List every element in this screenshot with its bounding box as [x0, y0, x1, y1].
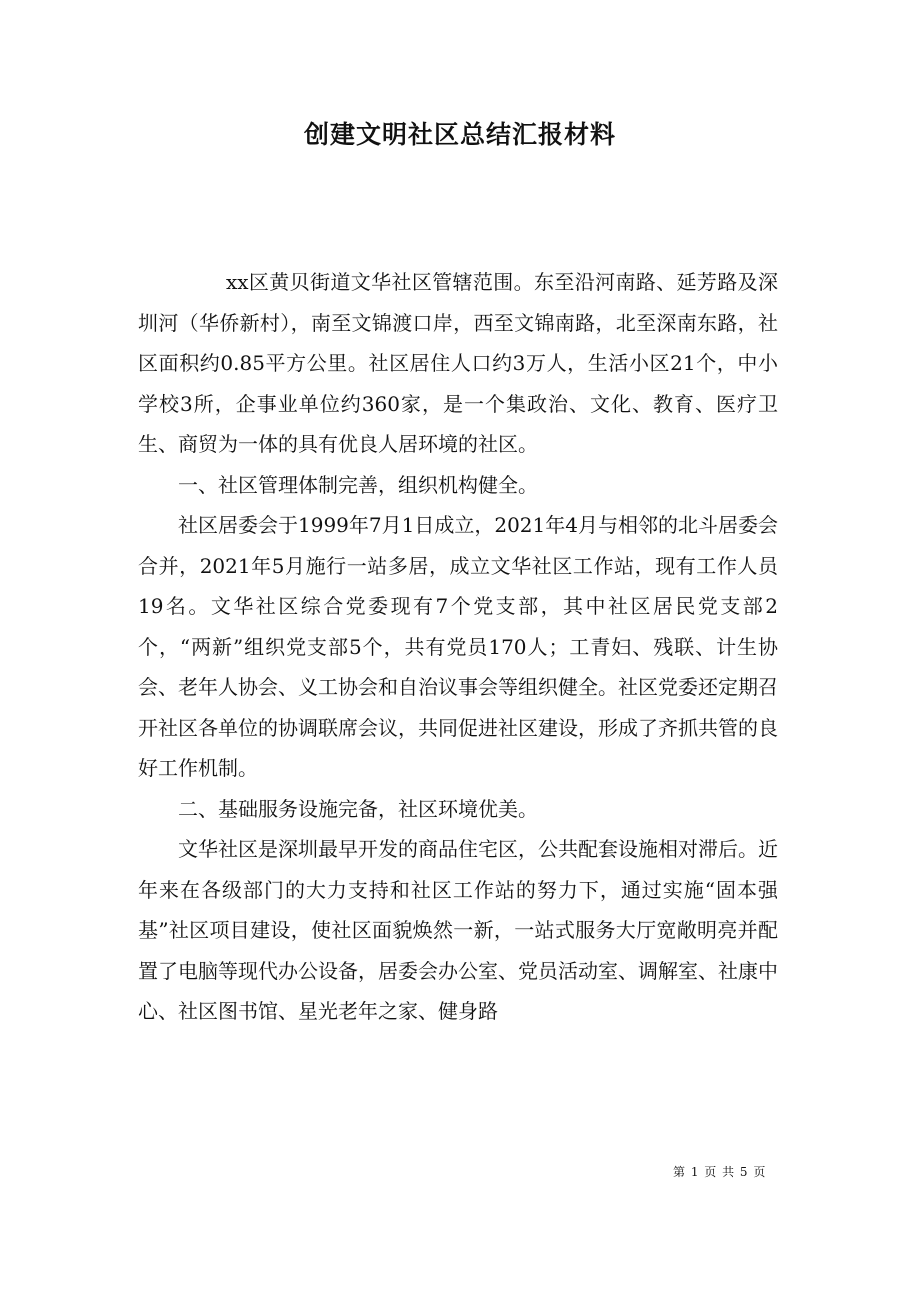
- section-heading-2: 二、基础服务设施完备，社区环境优美。: [178, 796, 538, 821]
- page-number: 第 1 页 共 5 页: [673, 1165, 767, 1179]
- paragraph-organization: 社区居委会于1999年7月1日成立，2021年4月与相邻的北斗居委会合并，2021年5月施行一站多居，成立文华社区工作站，现有工作人员19名。文华社区综合党委现有7个党支部，其中社区居民党支部2个，“两新”组织党支部5个，共有党员170人；工青妇、残联、计生协会、老年人协会、义工协会和自治议事会等组织健全。社区党委还定期召开社区各单位的协调联席会议，共同促进社区建设，形成了齐抓共管的良好工作机制。: [138, 513, 778, 780]
- document-title: 创建文明社区总结汇报材料: [303, 120, 616, 149]
- paragraph-intro: xx区黄贝街道文华社区管辖范围。东至沿河南路、延芳路及深圳河（华侨新村），南至文锦渡口岸，西至文锦南路，北至深南东路，社区面积约0.85平方公里。社区居住人口约3万人，生活小区21个，中小学校3所，企事业单位约360家，是一个集政治、文化、教育、医疗卫生、商贸为一体的具有优良人居环境的社区。: [138, 270, 778, 456]
- section-heading-1: 一、社区管理体制完善，组织机构健全。: [178, 472, 538, 497]
- paragraph-facilities: 文华社区是深圳最早开发的商品住宅区，公共配套设施相对滞后。近年来在各级部门的大力支持和社区工作站的努力下，通过实施“固本强基”社区项目建设，使社区面貌焕然一新，一站式服务大厅宽敞明亮并配置了电脑等现代办公设备，居委会办公室、党员活动室、调解室、社康中心、社区图书馆、星光老年之家、健身路: [138, 837, 778, 1023]
- document-body: [138, 262, 778, 1032]
